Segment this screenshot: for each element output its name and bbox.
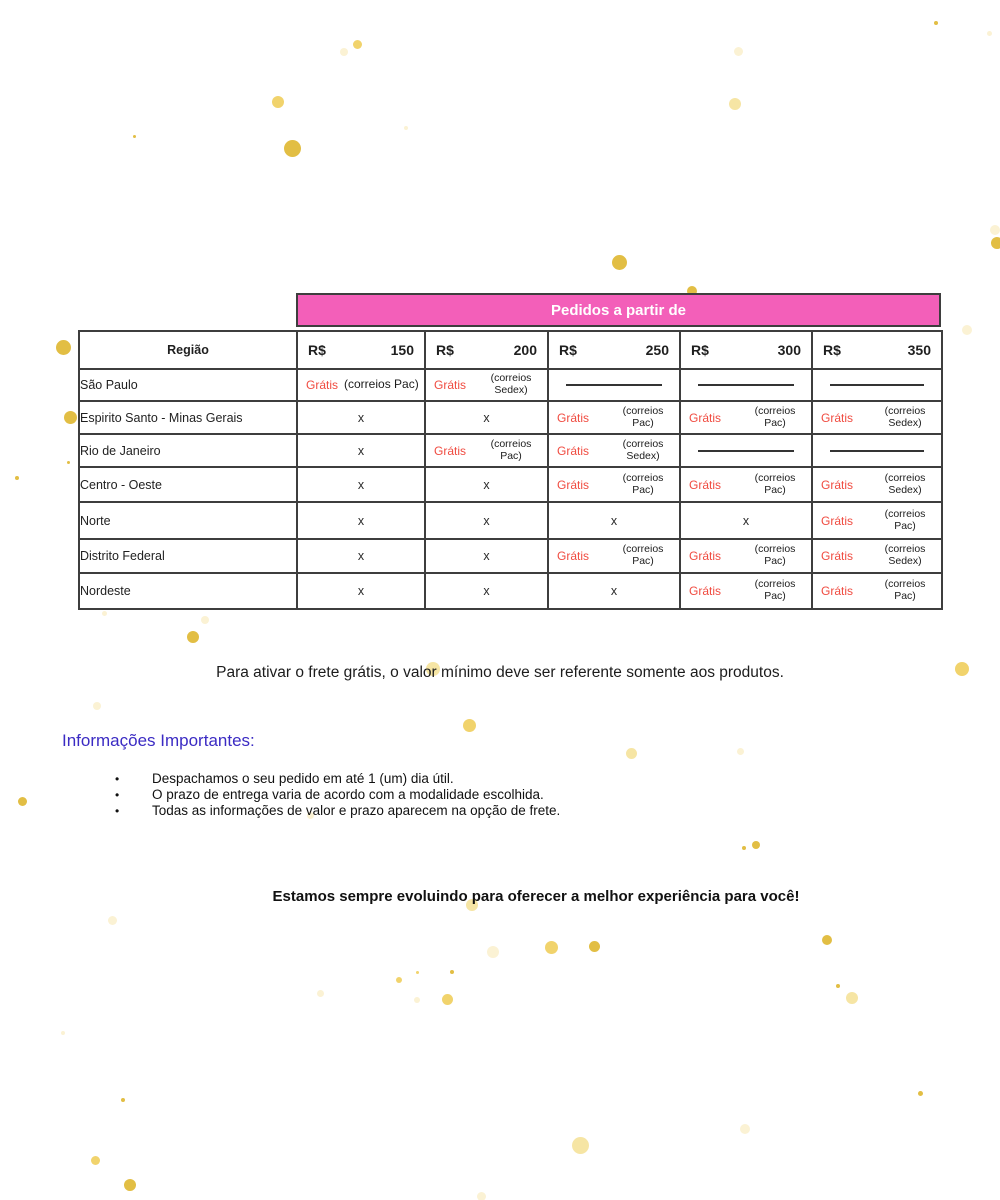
not-available-marker: x <box>357 410 365 425</box>
shipping-cell <box>680 467 812 502</box>
table-row <box>79 401 942 434</box>
confetti-dot <box>737 748 744 755</box>
carrier-note: (correios Sedex) <box>884 404 926 429</box>
horizontal-line <box>830 384 925 386</box>
confetti-dot <box>124 1179 136 1191</box>
confetti-dot <box>545 941 558 954</box>
confetti-dot <box>353 40 362 49</box>
bullet-item <box>115 787 560 803</box>
confetti-dot <box>396 977 402 983</box>
empty-cell-line <box>813 384 941 386</box>
confetti-dot <box>187 631 199 643</box>
confetti-dot <box>414 997 420 1003</box>
horizontal-line <box>698 450 794 452</box>
currency-symbol: R$ <box>559 342 577 358</box>
shipping-cell <box>425 434 548 467</box>
table-header-row <box>79 331 942 369</box>
threshold-header <box>548 331 680 369</box>
free-label: Grátis <box>434 443 467 458</box>
free-shipping-cell <box>681 579 811 603</box>
carrier-note: (correios Sedex) <box>490 372 532 396</box>
not-available-marker: x <box>742 513 750 528</box>
shipping-cell <box>425 573 548 609</box>
confetti-dot <box>201 616 209 624</box>
confetti-dot <box>752 841 760 849</box>
confetti-dot <box>477 1192 486 1200</box>
confetti-dot <box>442 994 453 1005</box>
shipping-cell <box>425 467 548 502</box>
threshold-value: 200 <box>513 342 537 358</box>
carrier-note: (correios Pac) <box>344 377 419 392</box>
free-label: Grátis <box>689 477 722 492</box>
carrier-note: (correios Sedex) <box>622 437 664 462</box>
bullet-item <box>115 771 560 787</box>
carrier-note: (correios Pac) <box>754 471 796 496</box>
currency-symbol: R$ <box>823 342 841 358</box>
shipping-cell <box>297 434 425 467</box>
free-label: Grátis <box>689 549 722 563</box>
threshold-header <box>812 331 942 369</box>
horizontal-line <box>830 450 925 452</box>
confetti-dot <box>463 719 476 732</box>
shipping-cell <box>812 573 942 609</box>
confetti-dot <box>626 748 637 759</box>
shipping-cell <box>548 467 680 502</box>
shipping-cell <box>297 539 425 573</box>
carrier-note: (correios Pac) <box>884 578 926 602</box>
confetti-dot <box>822 935 832 945</box>
confetti-dot <box>108 916 117 925</box>
shipping-cell <box>548 434 680 467</box>
shipping-cell <box>680 434 812 467</box>
confetti-dot <box>18 797 27 806</box>
important-info-title: Informações Importantes: <box>62 731 255 750</box>
region-name-cell: Nordeste <box>79 573 297 609</box>
confetti-dot <box>742 846 746 850</box>
not-available-marker: x <box>610 513 618 528</box>
shipping-cell <box>548 401 680 434</box>
free-shipping-cell <box>426 373 547 397</box>
confetti-dot <box>991 237 1000 249</box>
free-shipping-cell <box>813 544 941 568</box>
closing-message: Estamos sempre evoluindo para oferecer a melhor experiência para você! <box>272 888 800 905</box>
threshold-value: 350 <box>907 342 931 358</box>
free-label: Grátis <box>821 549 854 563</box>
bullet-item <box>115 803 560 819</box>
confetti-dot <box>404 126 408 130</box>
important-info-list <box>115 771 560 819</box>
shipping-cell <box>548 539 680 573</box>
confetti-dot <box>121 1098 125 1102</box>
region-name-cell: São Paulo <box>79 369 297 401</box>
carrier-note: (correios Pac) <box>754 404 796 429</box>
free-shipping-cell <box>549 473 679 497</box>
confetti-dot <box>572 1137 589 1154</box>
shipping-table <box>78 330 943 610</box>
carrier-note: (correios Pac) <box>754 543 796 567</box>
region-name-cell: Espirito Santo - Minas Gerais <box>79 401 297 434</box>
free-shipping-cell <box>813 579 941 603</box>
not-available-marker: x <box>357 584 365 598</box>
shipping-cell <box>680 539 812 573</box>
not-available-marker: x <box>483 477 490 492</box>
confetti-dot <box>102 611 107 616</box>
threshold-value: 150 <box>390 342 414 358</box>
confetti-dot <box>450 970 454 974</box>
not-available-marker: x <box>610 584 618 598</box>
carrier-note: (correios Sedex) <box>884 543 926 567</box>
empty-cell-line <box>681 384 811 386</box>
confetti-dot <box>317 990 324 997</box>
free-shipping-cell <box>549 439 679 463</box>
carrier-note: (correios Pac) <box>622 404 664 429</box>
confetti-dot <box>990 225 1000 235</box>
not-available-marker: x <box>357 513 365 528</box>
threshold-header <box>425 331 548 369</box>
bullet-icon: • <box>115 788 120 803</box>
shipping-cell <box>812 467 942 502</box>
shipping-cell <box>680 401 812 434</box>
confetti-dot <box>93 702 101 710</box>
region-name-cell: Distrito Federal <box>79 539 297 573</box>
free-shipping-cell <box>681 406 811 430</box>
currency-symbol: R$ <box>436 342 454 358</box>
activation-note: Para ativar o frete grátis, o valor mínimo deve ser referente somente aos produtos. <box>216 664 784 681</box>
shipping-cell <box>297 502 425 539</box>
shipping-cell <box>680 369 812 401</box>
free-label: Grátis <box>557 410 590 425</box>
confetti-dot <box>64 411 77 424</box>
bullet-icon: • <box>115 772 120 786</box>
confetti-dot <box>61 1031 65 1035</box>
free-label: Grátis <box>434 378 467 392</box>
confetti-dot <box>272 96 284 108</box>
confetti-dot <box>846 992 858 1004</box>
currency-symbol: R$ <box>308 342 326 358</box>
carrier-note: (correios Pac) <box>622 543 664 567</box>
shipping-cell <box>812 434 942 467</box>
horizontal-line <box>566 384 662 386</box>
shipping-cell <box>297 467 425 502</box>
free-label: Grátis <box>557 443 590 458</box>
bullet-icon: • <box>115 804 120 819</box>
confetti-dot <box>15 476 19 480</box>
confetti-dot <box>284 140 301 157</box>
not-available-marker: x <box>483 410 490 425</box>
confetti-dot <box>987 31 992 36</box>
confetti-dot <box>589 941 600 952</box>
not-available-marker: x <box>357 443 365 458</box>
free-shipping-cell <box>681 473 811 497</box>
region-name-cell: Centro - Oeste <box>79 467 297 502</box>
confetti-dot <box>56 340 71 355</box>
free-shipping-cell <box>549 544 679 568</box>
confetti-dot <box>133 135 136 138</box>
table-row <box>79 467 942 502</box>
free-label: Grátis <box>557 549 590 563</box>
shipping-cell <box>680 502 812 539</box>
threshold-value: 250 <box>645 342 669 358</box>
horizontal-line <box>698 384 794 386</box>
shipping-cell <box>812 502 942 539</box>
free-label: Grátis <box>821 477 854 492</box>
not-available-marker: x <box>357 477 365 492</box>
not-available-marker: x <box>357 549 365 563</box>
free-label: Grátis <box>821 584 854 598</box>
free-shipping-cell <box>549 406 679 430</box>
confetti-dot <box>734 47 743 56</box>
carrier-note: (correios Pac) <box>490 437 532 462</box>
threshold-header <box>680 331 812 369</box>
confetti-dot <box>340 48 348 56</box>
free-shipping-cell <box>426 439 547 463</box>
shipping-cell <box>297 573 425 609</box>
table-row <box>79 573 942 609</box>
carrier-note: (correios Pac) <box>622 471 664 496</box>
bullet-text: O prazo de entrega varia de acordo com a modalidade escolhida. <box>152 787 544 803</box>
shipping-cell <box>680 573 812 609</box>
empty-cell-line <box>681 450 811 452</box>
free-label: Grátis <box>821 513 854 528</box>
shipping-cell <box>425 369 548 401</box>
free-shipping-cell <box>681 544 811 568</box>
bullet-text: Despachamos o seu pedido em até 1 (um) dia útil. <box>152 771 454 786</box>
confetti-dot <box>934 21 938 25</box>
region-column-header: Região <box>79 331 297 369</box>
confetti-dot <box>612 255 627 270</box>
carrier-note: (correios Pac) <box>884 507 926 532</box>
empty-cell-line <box>549 384 679 386</box>
confetti-dot <box>91 1156 100 1165</box>
table-row <box>79 369 942 401</box>
table-row <box>79 539 942 573</box>
shipping-cell <box>297 401 425 434</box>
shipping-cell <box>812 401 942 434</box>
not-available-marker: x <box>483 513 490 528</box>
free-label: Grátis <box>557 477 590 492</box>
empty-cell-line <box>813 450 941 452</box>
free-shipping-cell <box>813 473 941 497</box>
orders-from-banner: Pedidos a partir de <box>296 293 941 327</box>
bullet-text: Todas as informações de valor e prazo aparecem na opção de frete. <box>152 803 561 819</box>
shipping-cell <box>548 369 680 401</box>
free-shipping-cell <box>298 378 424 392</box>
carrier-note: (correios Pac) <box>754 578 796 602</box>
free-label: Grátis <box>821 410 854 425</box>
carrier-note: (correios Sedex) <box>884 471 926 496</box>
threshold-header <box>297 331 425 369</box>
confetti-dot <box>962 325 972 335</box>
threshold-value: 300 <box>777 342 801 358</box>
region-name-cell: Norte <box>79 502 297 539</box>
not-available-marker: x <box>483 549 490 563</box>
table-row <box>79 502 942 539</box>
shipping-cell <box>425 539 548 573</box>
shipping-cell <box>548 502 680 539</box>
confetti-dot <box>487 946 499 958</box>
free-shipping-cell <box>813 406 941 430</box>
free-label: Grátis <box>689 584 722 598</box>
confetti-dot <box>740 1124 750 1134</box>
not-available-marker: x <box>483 584 490 598</box>
confetti-dot <box>729 98 741 110</box>
shipping-cell <box>425 401 548 434</box>
shipping-cell <box>548 573 680 609</box>
confetti-dot <box>918 1091 923 1096</box>
shipping-cell <box>297 369 425 401</box>
currency-symbol: R$ <box>691 342 709 358</box>
table-row <box>79 434 942 467</box>
free-label: Grátis <box>306 378 339 392</box>
confetti-dot <box>67 461 70 464</box>
free-shipping-cell <box>813 509 941 533</box>
shipping-cell <box>425 502 548 539</box>
shipping-cell <box>812 539 942 573</box>
shipping-cell <box>812 369 942 401</box>
confetti-dot <box>836 984 840 988</box>
free-label: Grátis <box>689 410 722 425</box>
confetti-dot <box>416 971 419 974</box>
region-name-cell: Rio de Janeiro <box>79 434 297 467</box>
